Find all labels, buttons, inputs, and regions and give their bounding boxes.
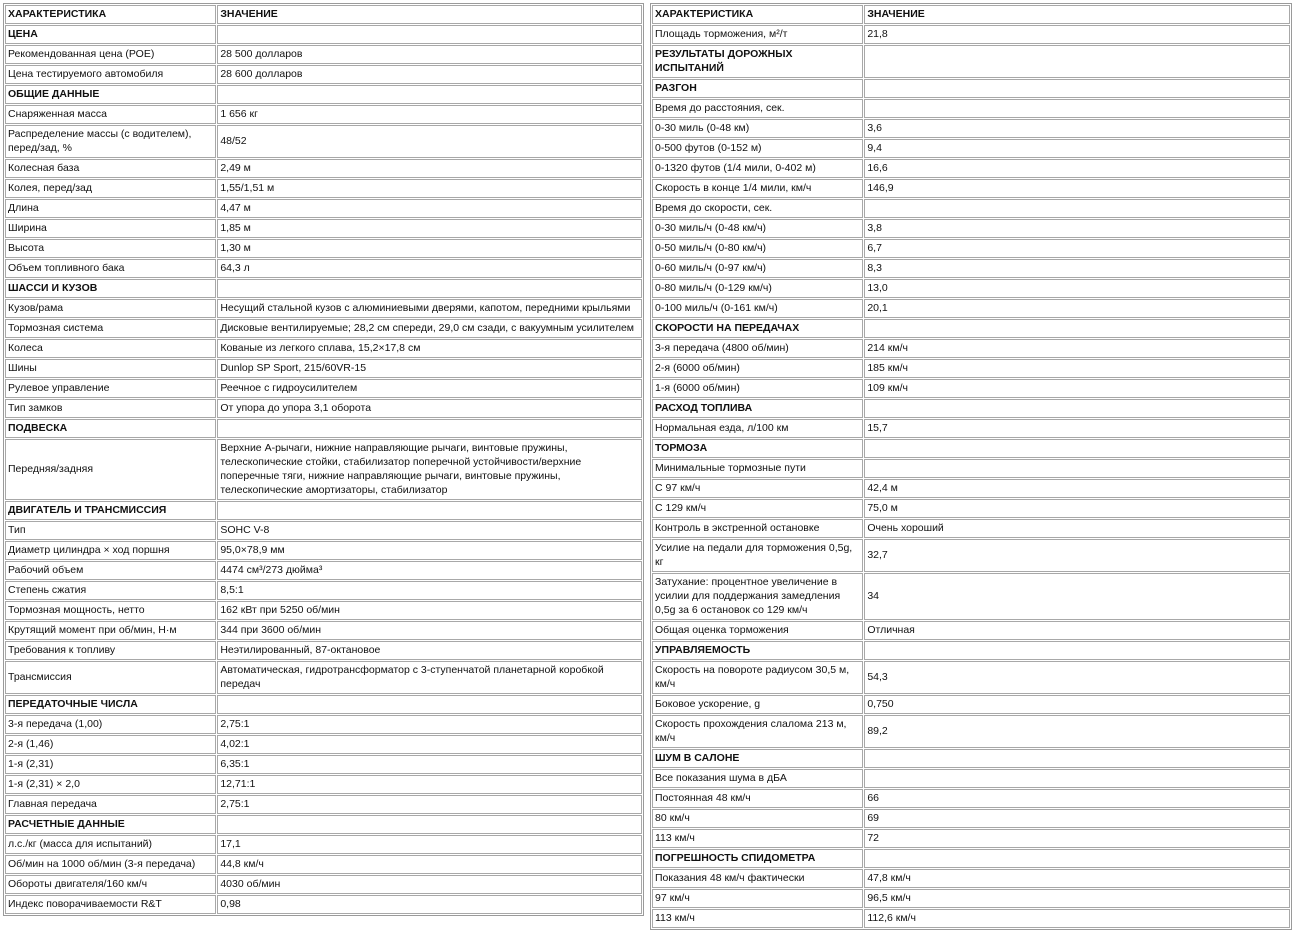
characteristic-cell: Время до расстояния, сек.: [652, 99, 863, 118]
characteristic-cell: Усилие на педали для торможения 0,5g, кг: [652, 539, 863, 572]
characteristic-cell: 1-я (2,31) × 2,0: [5, 775, 216, 794]
characteristic-cell: С 129 км/ч: [652, 499, 863, 518]
table-row: [5, 581, 642, 600]
value-cell: 2,75:1: [217, 795, 642, 814]
value-cell: 13,0: [864, 279, 1290, 298]
value-cell: [217, 501, 642, 520]
value-cell: [217, 279, 642, 298]
characteristic-cell: Тип: [5, 521, 216, 540]
section-title: ПОГРЕШНОСТЬ СПИДОМЕТРА: [652, 849, 863, 868]
characteristic-cell: Колея, перед/зад: [5, 179, 216, 198]
characteristic-cell: л.с./кг (масса для испытаний): [5, 835, 216, 854]
table-row: [652, 809, 1290, 828]
table-row: [5, 439, 642, 500]
value-cell: 15,7: [864, 419, 1290, 438]
characteristic-cell: 0-50 миль/ч (0-80 км/ч): [652, 239, 863, 258]
section-header-row: [652, 45, 1290, 78]
value-cell: [217, 25, 642, 44]
value-cell: [864, 79, 1290, 98]
table-row: [652, 539, 1290, 572]
table-row: [652, 299, 1290, 318]
table-row: [652, 159, 1290, 178]
value-cell: Неэтилированный, 87-октановое: [217, 641, 642, 660]
table-row: [652, 459, 1290, 478]
table-row: [5, 795, 642, 814]
characteristic-cell: 0-30 миль (0-48 км): [652, 119, 863, 138]
value-cell: [864, 439, 1290, 458]
table-row: [652, 379, 1290, 398]
value-cell: 66: [864, 789, 1290, 808]
table-row: [652, 869, 1290, 888]
characteristic-cell: Постоянная 48 км/ч: [652, 789, 863, 808]
characteristic-cell: 97 км/ч: [652, 889, 863, 908]
characteristic-cell: Колесная база: [5, 159, 216, 178]
value-cell: 1,55/1,51 м: [217, 179, 642, 198]
value-cell: 1,30 м: [217, 239, 642, 258]
table-row: [5, 219, 642, 238]
table-row: [652, 479, 1290, 498]
value-cell: [217, 815, 642, 834]
table-row: [5, 125, 642, 158]
value-cell: 1 656 кг: [217, 105, 642, 124]
table-row: [652, 239, 1290, 258]
value-cell: От упора до упора 3,1 оборота: [217, 399, 642, 418]
characteristic-cell: Длина: [5, 199, 216, 218]
table-row: [652, 889, 1290, 908]
characteristic-cell: 2-я (6000 об/мин): [652, 359, 863, 378]
table-row: [5, 715, 642, 734]
characteristic-cell: Тормозная мощность, нетто: [5, 601, 216, 620]
value-cell: 48/52: [217, 125, 642, 158]
table-row: [652, 25, 1290, 44]
table-row: [5, 179, 642, 198]
value-cell: 4030 об/мин: [217, 875, 642, 894]
section-title: ДВИГАТЕЛЬ И ТРАНСМИССИЯ: [5, 501, 216, 520]
header-characteristic: ХАРАКТЕРИСТИКА: [5, 5, 216, 24]
section-header-row: [5, 85, 642, 104]
characteristic-cell: 0-100 миль/ч (0-161 км/ч): [652, 299, 863, 318]
table-row: [652, 419, 1290, 438]
table-row: [652, 715, 1290, 748]
characteristic-cell: 0-30 миль/ч (0-48 км/ч): [652, 219, 863, 238]
characteristic-cell: Площадь торможения, м²/т: [652, 25, 863, 44]
value-cell: 1,85 м: [217, 219, 642, 238]
characteristic-cell: 0-1320 футов (1/4 мили, 0-402 м): [652, 159, 863, 178]
section-header-row: [652, 849, 1290, 868]
value-cell: 9,4: [864, 139, 1290, 158]
characteristic-cell: Степень сжатия: [5, 581, 216, 600]
value-cell: [864, 849, 1290, 868]
section-title: ОБЩИЕ ДАННЫЕ: [5, 85, 216, 104]
characteristic-cell: Цена тестируемого автомобиля: [5, 65, 216, 84]
value-cell: 0,750: [864, 695, 1290, 714]
characteristic-cell: 113 км/ч: [652, 829, 863, 848]
value-cell: 47,8 км/ч: [864, 869, 1290, 888]
value-cell: 34: [864, 573, 1290, 620]
characteristic-cell: Шины: [5, 359, 216, 378]
value-cell: 344 при 3600 об/мин: [217, 621, 642, 640]
value-cell: 44,8 км/ч: [217, 855, 642, 874]
section-title: ТОРМОЗА: [652, 439, 863, 458]
value-cell: Кованые из легкого сплава, 15,2×17,8 см: [217, 339, 642, 358]
characteristic-cell: 0-80 миль/ч (0-129 км/ч): [652, 279, 863, 298]
value-cell: [217, 695, 642, 714]
section-header-row: [5, 419, 642, 438]
table-row: [652, 573, 1290, 620]
value-cell: [864, 199, 1290, 218]
value-cell: [217, 85, 642, 104]
value-cell: 72: [864, 829, 1290, 848]
table-row: [652, 179, 1290, 198]
value-cell: [864, 45, 1290, 78]
table-row: [5, 641, 642, 660]
spec-table-right-body: [652, 5, 1290, 928]
characteristic-cell: Скорость на повороте радиусом 30,5 м, км/ч: [652, 661, 863, 694]
table-row: [5, 855, 642, 874]
value-cell: Очень хороший: [864, 519, 1290, 538]
table-header-row: [5, 5, 642, 24]
section-title: СКОРОСТИ НА ПЕРЕДАЧАХ: [652, 319, 863, 338]
table-row: [5, 399, 642, 418]
characteristic-cell: Скорость в конце 1/4 мили, км/ч: [652, 179, 863, 198]
value-cell: 89,2: [864, 715, 1290, 748]
characteristic-cell: Трансмиссия: [5, 661, 216, 694]
table-row: [5, 621, 642, 640]
value-cell: 42,4 м: [864, 479, 1290, 498]
characteristic-cell: Главная передача: [5, 795, 216, 814]
table-row: [5, 319, 642, 338]
value-cell: 0,98: [217, 895, 642, 914]
table-row: [5, 601, 642, 620]
value-cell: 75,0 м: [864, 499, 1290, 518]
value-cell: 6,7: [864, 239, 1290, 258]
value-cell: 8,3: [864, 259, 1290, 278]
characteristic-cell: 1-я (2,31): [5, 755, 216, 774]
value-cell: Dunlop SP Sport, 215/60VR-15: [217, 359, 642, 378]
value-cell: 32,7: [864, 539, 1290, 572]
section-title: РАЗГОН: [652, 79, 863, 98]
value-cell: Реечное с гидроусилителем: [217, 379, 642, 398]
value-cell: 214 км/ч: [864, 339, 1290, 358]
value-cell: 17,1: [217, 835, 642, 854]
characteristic-cell: Диаметр цилиндра × ход поршня: [5, 541, 216, 560]
table-row: [5, 339, 642, 358]
characteristic-cell: 113 км/ч: [652, 909, 863, 928]
value-cell: Отличная: [864, 621, 1290, 640]
table-header-row: [652, 5, 1290, 24]
value-cell: 28 500 долларов: [217, 45, 642, 64]
table-row: [5, 259, 642, 278]
characteristic-cell: Общая оценка торможения: [652, 621, 863, 640]
section-title: УПРАВЛЯЕМОСТЬ: [652, 641, 863, 660]
section-title: ЦЕНА: [5, 25, 216, 44]
table-row: [652, 219, 1290, 238]
table-row: [652, 139, 1290, 158]
table-row: [652, 909, 1290, 928]
characteristic-cell: Требования к топливу: [5, 641, 216, 660]
value-cell: [864, 769, 1290, 788]
section-header-row: [5, 815, 642, 834]
value-cell: 146,9: [864, 179, 1290, 198]
characteristic-cell: 80 км/ч: [652, 809, 863, 828]
characteristic-cell: Все показания шума в дБА: [652, 769, 863, 788]
value-cell: [864, 641, 1290, 660]
value-cell: [217, 419, 642, 438]
table-row: [5, 105, 642, 124]
value-cell: 54,3: [864, 661, 1290, 694]
value-cell: 95,0×78,9 мм: [217, 541, 642, 560]
value-cell: 109 км/ч: [864, 379, 1290, 398]
value-cell: 64,3 л: [217, 259, 642, 278]
characteristic-cell: Распределение массы (с водителем), перед/зад, %: [5, 125, 216, 158]
table-row: [652, 99, 1290, 118]
characteristic-cell: Ширина: [5, 219, 216, 238]
section-title: ПЕРЕДАТОЧНЫЕ ЧИСЛА: [5, 695, 216, 714]
table-row: [652, 829, 1290, 848]
section-header-row: [5, 25, 642, 44]
value-cell: [864, 459, 1290, 478]
spec-table-right: [650, 3, 1292, 930]
value-cell: 8,5:1: [217, 581, 642, 600]
value-cell: Верхние А-рычаги, нижние направляющие рычаги, винтовые пружины, телескопические стойки, стабилизатор поперечной устойчивости/верхние поперечные тяги, нижние направляющие рычаги, винтовые пружины, телескопические амортизаторы, стабилизатор: [217, 439, 642, 500]
table-row: [5, 379, 642, 398]
value-cell: 96,5 км/ч: [864, 889, 1290, 908]
table-row: [652, 499, 1290, 518]
section-header-row: [652, 319, 1290, 338]
value-cell: 21,8: [864, 25, 1290, 44]
table-row: [5, 755, 642, 774]
value-cell: 16,6: [864, 159, 1290, 178]
characteristic-cell: Затухание: процентное увеличение в усилии для поддержания замедления 0,5g за 6 остановок со 129 км/ч: [652, 573, 863, 620]
value-cell: 6,35:1: [217, 755, 642, 774]
characteristic-cell: 1-я (6000 об/мин): [652, 379, 863, 398]
table-row: [5, 875, 642, 894]
section-header-row: [5, 501, 642, 520]
table-row: [652, 695, 1290, 714]
table-row: [652, 359, 1290, 378]
value-cell: 4474 см³/273 дюйма³: [217, 561, 642, 580]
table-row: [652, 259, 1290, 278]
characteristic-cell: Обороты двигателя/160 км/ч: [5, 875, 216, 894]
characteristic-cell: 0-60 миль/ч (0-97 км/ч): [652, 259, 863, 278]
characteristic-cell: 3-я передача (1,00): [5, 715, 216, 734]
characteristic-cell: Контроль в экстренной остановке: [652, 519, 863, 538]
value-cell: 3,6: [864, 119, 1290, 138]
table-row: [652, 661, 1290, 694]
table-row: [5, 775, 642, 794]
value-cell: [864, 99, 1290, 118]
section-title: РАСХОД ТОПЛИВА: [652, 399, 863, 418]
header-value: ЗНАЧЕНИЕ: [217, 5, 642, 24]
spec-table-left: [3, 3, 644, 916]
characteristic-cell: Индекс поворачиваемости R&T: [5, 895, 216, 914]
characteristic-cell: Рабочий объем: [5, 561, 216, 580]
characteristic-cell: Тормозная система: [5, 319, 216, 338]
table-row: [5, 159, 642, 178]
characteristic-cell: Крутящий момент при об/мин, Н·м: [5, 621, 216, 640]
section-header-row: [652, 749, 1290, 768]
characteristic-cell: 2-я (1,46): [5, 735, 216, 754]
characteristic-cell: Колеса: [5, 339, 216, 358]
section-title: ПОДВЕСКА: [5, 419, 216, 438]
characteristic-cell: С 97 км/ч: [652, 479, 863, 498]
section-title: РЕЗУЛЬТАТЫ ДОРОЖНЫХ ИСПЫТАНИЙ: [652, 45, 863, 78]
value-cell: 185 км/ч: [864, 359, 1290, 378]
characteristic-cell: Скорость прохождения слалома 213 м, км/ч: [652, 715, 863, 748]
header-value: ЗНАЧЕНИЕ: [864, 5, 1290, 24]
characteristic-cell: Объем топливного бака: [5, 259, 216, 278]
value-cell: 20,1: [864, 299, 1290, 318]
value-cell: 112,6 км/ч: [864, 909, 1290, 928]
table-row: [5, 299, 642, 318]
value-cell: [864, 319, 1290, 338]
value-cell: 2,75:1: [217, 715, 642, 734]
value-cell: 2,49 м: [217, 159, 642, 178]
value-cell: 4,47 м: [217, 199, 642, 218]
table-row: [5, 45, 642, 64]
section-header-row: [652, 79, 1290, 98]
section-title: РАСЧЕТНЫЕ ДАННЫЕ: [5, 815, 216, 834]
characteristic-cell: Снаряженная масса: [5, 105, 216, 124]
table-row: [652, 621, 1290, 640]
characteristic-cell: 3-я передача (4800 об/мин): [652, 339, 863, 358]
value-cell: Несущий стальной кузов с алюминиевыми дверями, капотом, передними крыльями: [217, 299, 642, 318]
section-title: ШУМ В САЛОНЕ: [652, 749, 863, 768]
table-row: [652, 339, 1290, 358]
table-row: [5, 561, 642, 580]
characteristic-cell: Показания 48 км/ч фактически: [652, 869, 863, 888]
table-row: [5, 199, 642, 218]
characteristic-cell: Нормальная езда, л/100 км: [652, 419, 863, 438]
table-row: [5, 541, 642, 560]
characteristic-cell: Рекомендованная цена (РОЕ): [5, 45, 216, 64]
table-row: [652, 519, 1290, 538]
value-cell: 69: [864, 809, 1290, 828]
characteristic-cell: Об/мин на 1000 об/мин (3-я передача): [5, 855, 216, 874]
table-row: [5, 895, 642, 914]
section-header-row: [652, 439, 1290, 458]
section-header-row: [5, 279, 642, 298]
table-row: [652, 789, 1290, 808]
value-cell: Дисковые вентилируемые; 28,2 см спереди, 29,0 см сзади, с вакуумным усилителем: [217, 319, 642, 338]
value-cell: [864, 399, 1290, 418]
value-cell: 12,71:1: [217, 775, 642, 794]
table-row: [5, 521, 642, 540]
value-cell: 4,02:1: [217, 735, 642, 754]
value-cell: 3,8: [864, 219, 1290, 238]
table-row: [652, 279, 1290, 298]
characteristic-cell: Время до скорости, сек.: [652, 199, 863, 218]
table-row: [5, 65, 642, 84]
table-row: [5, 239, 642, 258]
characteristic-cell: Рулевое управление: [5, 379, 216, 398]
section-header-row: [5, 695, 642, 714]
table-row: [5, 359, 642, 378]
characteristic-cell: Передняя/задняя: [5, 439, 216, 500]
table-row: [5, 835, 642, 854]
spec-table-left-body: [5, 5, 642, 914]
characteristic-cell: 0-500 футов (0-152 м): [652, 139, 863, 158]
section-title: ШАССИ И КУЗОВ: [5, 279, 216, 298]
table-row: [5, 661, 642, 694]
value-cell: SOHC V-8: [217, 521, 642, 540]
table-row: [5, 735, 642, 754]
characteristic-cell: Высота: [5, 239, 216, 258]
table-row: [652, 199, 1290, 218]
value-cell: [864, 749, 1290, 768]
value-cell: 28 600 долларов: [217, 65, 642, 84]
value-cell: 162 кВт при 5250 об/мин: [217, 601, 642, 620]
characteristic-cell: Кузов/рама: [5, 299, 216, 318]
header-characteristic: ХАРАКТЕРИСТИКА: [652, 5, 863, 24]
characteristic-cell: Минимальные тормозные пути: [652, 459, 863, 478]
characteristic-cell: Боковое ускорение, g: [652, 695, 863, 714]
section-header-row: [652, 399, 1290, 418]
characteristic-cell: Тип замков: [5, 399, 216, 418]
table-row: [652, 769, 1290, 788]
section-header-row: [652, 641, 1290, 660]
value-cell: Автоматическая, гидротрансформатор с 3-ступенчатой планетарной коробкой передач: [217, 661, 642, 694]
table-row: [652, 119, 1290, 138]
